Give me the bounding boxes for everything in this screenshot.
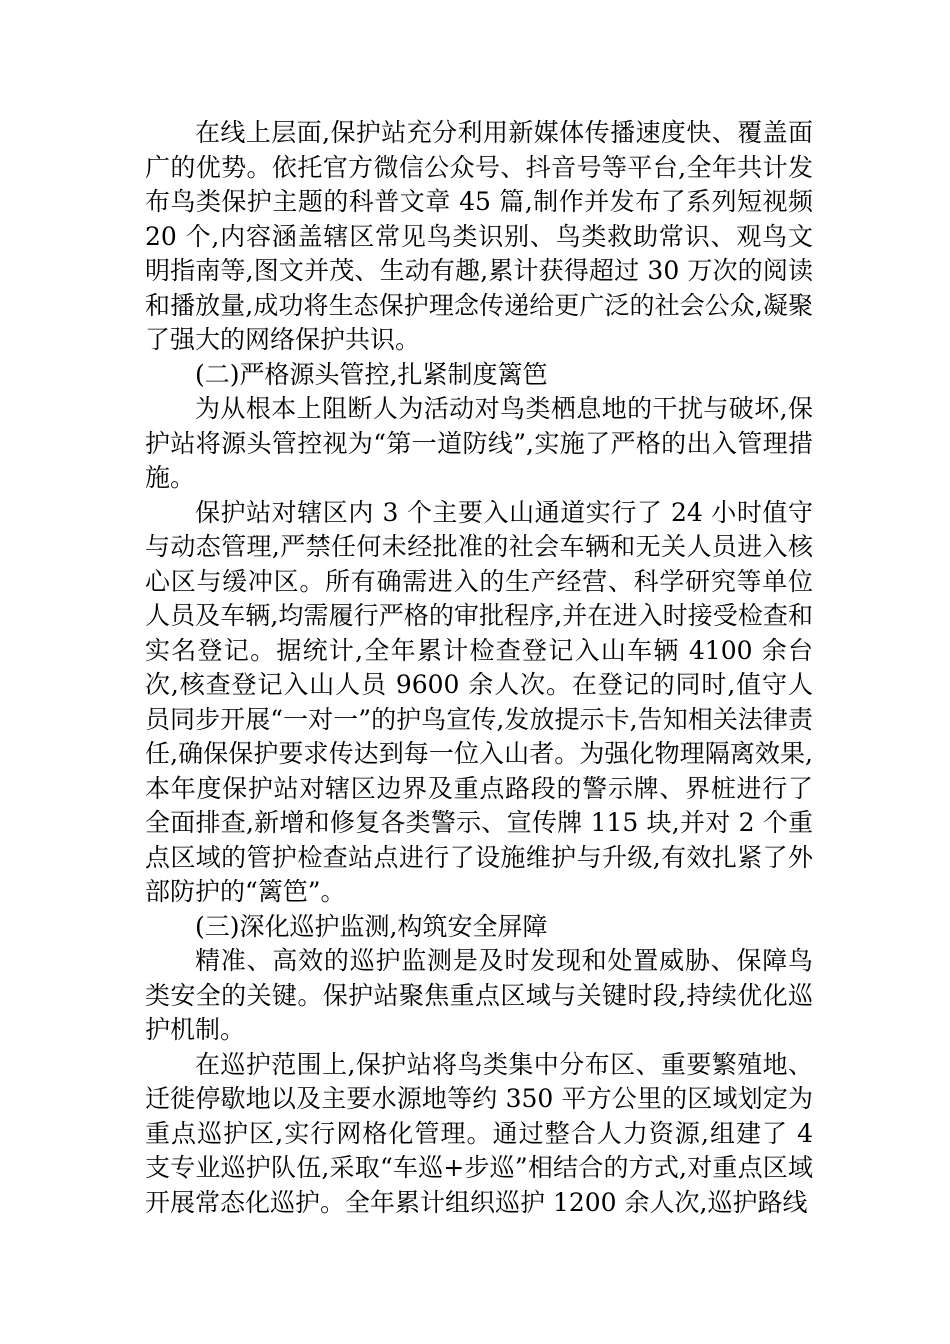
paragraph-patrol-scope: 在巡护范围上,保护站将鸟类集中分布区、重要繁殖地、迁徙停歇地以及主要水源地等约 350 平方公里的区域划定为重点巡护区,实行网格化管理。通过整合人力资源,组建了 4 支专业巡护队伍,采取“车巡+步巡”相结合的方式,对重点区域开展常态化巡护。全年累计组织巡护 1200 余人次,巡护路线 [145, 1049, 813, 1217]
paragraph-entry-management: 保护站对辖区内 3 个主要入山通道实行了 24 小时值守与动态管理,严禁任何未经批准的社会车辆和无关人员进入核心区与缓冲区。所有确需进入的生产经营、科学研究等单位人员及车辆,均需履行严格的审批程序,并在进入时接受检查和实名登记。据统计,全年累计检查登记入山车辆 4100 余台次,核查登记入山人员 9600 余人次。在登记的同时,值守人员同步开展“一对一”的护鸟宣传,发放提示卡,告知相关法律责任,确保保护要求传达到每一位入山者。为强化物理隔离效果,本年度保护站对辖区边界及重点路段的警示牌、界桩进行了全面排查,新增和修复各类警示、宣传牌 115 块,并对 2 个重点区域的管护检查站点进行了设施维护与升级,有效扎紧了外部防护的“篱笆”。 [145, 497, 813, 906]
section-heading-patrol-monitoring: (三)深化巡护监测,构筑安全屏障 [195, 911, 548, 941]
paragraph-patrol-intro: 精准、高效的巡护监测是及时发现和处置威胁、保障鸟类安全的关键。保护站聚焦重点区域与关键时段,持续优化巡护机制。 [145, 946, 813, 1044]
paragraph-source-control-intro: 为从根本上阻断人为活动对鸟类栖息地的干扰与破坏,保护站将源头管控视为“第一道防线”,实施了严格的出入管理措施。 [145, 394, 813, 492]
section-heading-source-control: (二)严格源头管控,扎紧制度篱笆 [195, 359, 548, 389]
paragraph-online-publicity: 在线上层面,保护站充分利用新媒体传播速度快、覆盖面广的优势。依托官方微信公众号、抖音号等平台,全年共计发布鸟类保护主题的科普文章 45 篇,制作并发布了系列短视频 20 个,内容涵盖辖区常见鸟类识别、鸟类救助常识、观鸟文明指南等,图文并茂、生动有趣,累计获得超过 30 万次的阅读和播放量,成功将生态保护理念传递给更广泛的社会公众,凝聚了强大的网络保护共识。 [145, 118, 813, 354]
document-body [145, 116, 813, 1220]
